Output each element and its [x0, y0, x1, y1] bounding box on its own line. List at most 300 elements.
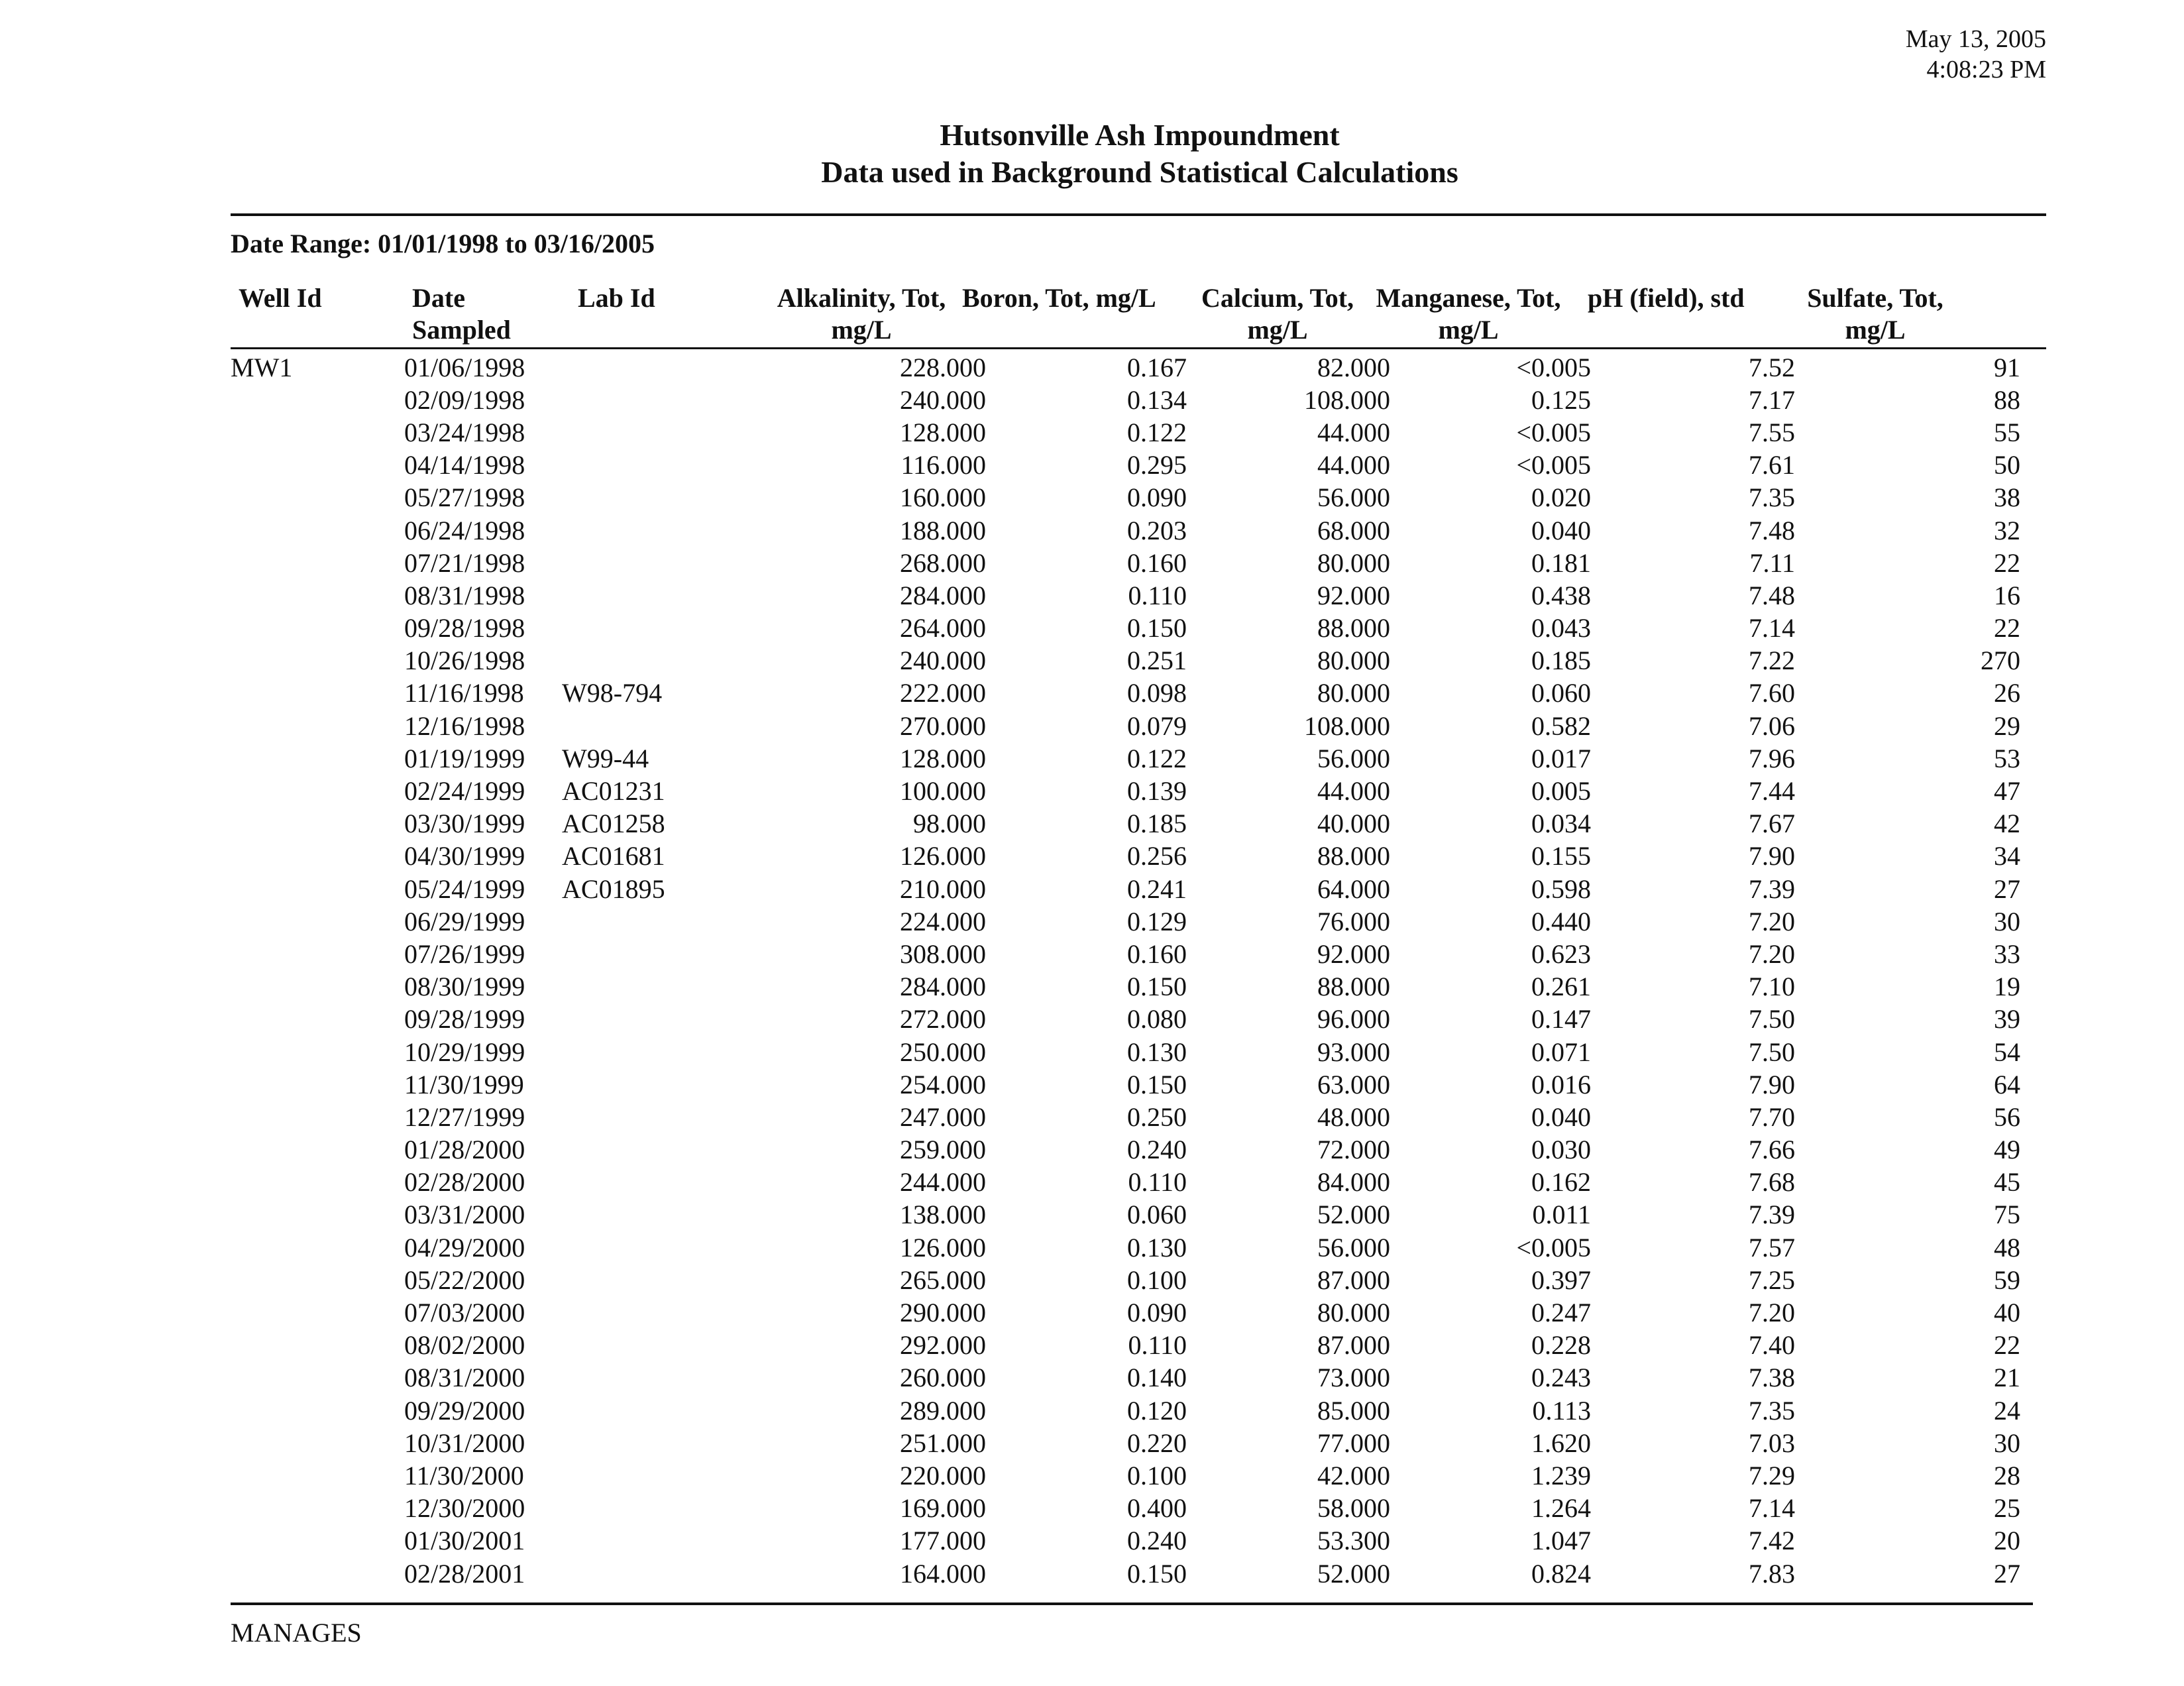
cell-lab-id — [562, 547, 721, 579]
cell-well-id — [231, 416, 404, 449]
cell-sulfate: 30 — [1994, 906, 2020, 936]
table-row — [231, 873, 2020, 905]
table-row — [231, 1036, 2020, 1068]
cell-date-sampled: 09/28/1998 — [404, 613, 525, 644]
cell-ph: 7.50 — [1749, 1037, 1795, 1067]
cell-ph: 7.55 — [1749, 417, 1795, 447]
cell-calcium: 52.000 — [1317, 1558, 1390, 1589]
report-subtitle: Data used in Background Statistical Calculations — [821, 155, 1458, 189]
cell-ph: 7.14 — [1749, 1493, 1795, 1524]
cell-lab-id — [562, 1525, 721, 1557]
header-alkalinity — [762, 282, 961, 346]
cell-boron: 0.100 — [1127, 1264, 1187, 1295]
cell-boron: 0.250 — [1127, 1101, 1187, 1132]
cell-date-sampled: 03/31/2000 — [404, 1200, 525, 1230]
cell-manganese: 0.155 — [1531, 841, 1591, 871]
cell-boron: 0.110 — [1128, 580, 1187, 610]
cell-manganese: 0.016 — [1531, 1069, 1591, 1099]
cell-ph: 7.22 — [1749, 646, 1795, 676]
cell-lab-id — [562, 1362, 721, 1394]
header-well-id: Well Id — [239, 283, 322, 313]
cell-lab-id — [562, 1296, 721, 1329]
cell-alkalinity: 222.000 — [900, 678, 986, 708]
header-calcium-line1: Calcium, Tot, — [1201, 283, 1354, 313]
cell-boron: 0.241 — [1127, 873, 1187, 904]
cell-manganese: 0.582 — [1531, 710, 1591, 741]
cell-calcium: 53.300 — [1317, 1526, 1390, 1556]
cell-date-sampled: 05/24/1999 — [404, 873, 525, 904]
cell-calcium: 88.000 — [1317, 613, 1390, 644]
cell-alkalinity: 284.000 — [900, 580, 986, 610]
cell-sulfate: 40 — [1994, 1298, 2020, 1328]
cell-calcium: 108.000 — [1304, 710, 1390, 741]
cell-well-id — [231, 1329, 404, 1362]
cell-boron: 0.160 — [1127, 938, 1187, 969]
cell-boron: 0.240 — [1127, 1135, 1187, 1165]
cell-sulfate: 45 — [1994, 1167, 2020, 1198]
cell-lab-id — [562, 482, 721, 514]
cell-boron: 0.400 — [1127, 1493, 1187, 1524]
cell-alkalinity: 138.000 — [900, 1200, 986, 1230]
cell-lab-id — [562, 1329, 721, 1362]
cell-lab-id — [562, 1459, 721, 1492]
cell-boron: 0.098 — [1127, 678, 1187, 708]
cell-sulfate: 26 — [1994, 678, 2020, 708]
table-row — [231, 351, 2020, 384]
cell-lab-id — [562, 1036, 721, 1068]
cell-sulfate: 54 — [1994, 1037, 2020, 1067]
cell-well-id — [231, 384, 404, 416]
cell-manganese: 0.598 — [1531, 873, 1591, 904]
cell-calcium: 42.000 — [1317, 1460, 1390, 1490]
header-manganese — [1369, 282, 1568, 346]
table-row — [231, 1134, 2020, 1166]
cell-date-sampled: 07/26/1999 — [404, 938, 525, 969]
cell-manganese: 0.017 — [1531, 743, 1591, 773]
cell-date-sampled: 01/06/1998 — [404, 352, 525, 382]
table-row — [231, 938, 2020, 970]
cell-alkalinity: 126.000 — [900, 841, 986, 871]
table-row — [231, 1492, 2020, 1525]
cell-date-sampled: 04/29/2000 — [404, 1232, 525, 1263]
cell-lab-id — [562, 1492, 721, 1525]
table-row — [231, 1525, 2020, 1557]
cell-lab-id: AC01231 — [562, 776, 665, 807]
cell-boron: 0.167 — [1127, 352, 1187, 382]
cell-boron: 0.150 — [1127, 613, 1187, 644]
cell-date-sampled: 08/30/1999 — [404, 972, 525, 1002]
cell-manganese: 0.071 — [1531, 1037, 1591, 1067]
cell-alkalinity: 220.000 — [900, 1460, 986, 1490]
cell-ph: 7.39 — [1749, 1200, 1795, 1230]
cell-calcium: 92.000 — [1317, 938, 1390, 969]
cell-manganese: 0.185 — [1531, 646, 1591, 676]
cell-ph: 7.20 — [1749, 906, 1795, 936]
cell-date-sampled: 07/03/2000 — [404, 1298, 525, 1328]
cell-manganese: 0.397 — [1531, 1264, 1591, 1295]
header-alkalinity-line2: mg/L — [831, 315, 892, 345]
cell-ph: 7.96 — [1749, 743, 1795, 773]
table-row — [231, 1264, 2020, 1296]
cell-calcium: 73.000 — [1317, 1363, 1390, 1393]
cell-well-id — [231, 938, 404, 970]
cell-boron: 0.256 — [1127, 841, 1187, 871]
cell-manganese: 0.040 — [1531, 1101, 1591, 1132]
cell-boron: 0.140 — [1127, 1363, 1187, 1393]
table-row — [231, 1557, 2020, 1590]
cell-well-id — [231, 710, 404, 742]
cell-alkalinity: 251.000 — [900, 1428, 986, 1458]
cell-manganese: 0.228 — [1531, 1330, 1591, 1361]
cell-sulfate: 270 — [1981, 646, 2020, 676]
cell-manganese: 0.040 — [1531, 515, 1591, 545]
cell-alkalinity: 250.000 — [900, 1037, 986, 1067]
data-table — [231, 351, 2020, 1590]
report-titles — [0, 117, 2184, 191]
cell-boron: 0.240 — [1127, 1526, 1187, 1556]
cell-ph: 7.90 — [1749, 841, 1795, 871]
cell-calcium: 63.000 — [1317, 1069, 1390, 1099]
cell-calcium: 77.000 — [1317, 1428, 1390, 1458]
cell-alkalinity: 260.000 — [900, 1363, 986, 1393]
cell-date-sampled: 08/31/2000 — [404, 1363, 525, 1393]
cell-date-sampled: 10/26/1998 — [404, 646, 525, 676]
cell-alkalinity: 254.000 — [900, 1069, 986, 1099]
cell-sulfate: 22 — [1994, 613, 2020, 644]
cell-manganese: 0.020 — [1531, 482, 1591, 513]
cell-ph: 7.38 — [1749, 1363, 1795, 1393]
cell-alkalinity: 228.000 — [900, 352, 986, 382]
cell-sulfate: 25 — [1994, 1493, 2020, 1524]
cell-boron: 0.150 — [1127, 972, 1187, 1002]
cell-lab-id — [562, 938, 721, 970]
table-row — [231, 971, 2020, 1003]
cell-calcium: 80.000 — [1317, 1298, 1390, 1328]
cell-calcium: 87.000 — [1317, 1330, 1390, 1361]
cell-well-id — [231, 1231, 404, 1264]
cell-manganese: 0.623 — [1531, 938, 1591, 969]
cell-sulfate: 88 — [1994, 384, 2020, 415]
date-range: Date Range: 01/01/1998 to 03/16/2005 — [231, 229, 655, 258]
cell-sulfate: 32 — [1994, 515, 2020, 545]
data-table-body — [231, 351, 2020, 1590]
cell-manganese: 1.047 — [1531, 1526, 1591, 1556]
cell-alkalinity: 240.000 — [900, 646, 986, 676]
cell-boron: 0.150 — [1127, 1558, 1187, 1589]
table-row — [231, 579, 2020, 612]
table-row — [231, 710, 2020, 742]
cell-well-id — [231, 547, 404, 579]
cell-ph: 7.60 — [1749, 678, 1795, 708]
cell-sulfate: 91 — [1994, 352, 2020, 382]
cell-alkalinity: 292.000 — [900, 1330, 986, 1361]
cell-sulfate: 22 — [1994, 547, 2020, 578]
cell-sulfate: 50 — [1994, 450, 2020, 480]
table-row — [231, 1296, 2020, 1329]
cell-calcium: 68.000 — [1317, 515, 1390, 545]
cell-alkalinity: 210.000 — [900, 873, 986, 904]
cell-calcium: 44.000 — [1317, 776, 1390, 807]
cell-calcium: 82.000 — [1317, 352, 1390, 382]
cell-boron: 0.122 — [1127, 417, 1187, 447]
cell-sulfate: 16 — [1994, 580, 2020, 610]
cell-calcium: 40.000 — [1317, 809, 1390, 839]
cell-sulfate: 38 — [1994, 482, 2020, 513]
cell-sulfate: 53 — [1994, 743, 2020, 773]
cell-date-sampled: 06/24/1998 — [404, 515, 525, 545]
cell-manganese: 0.438 — [1531, 580, 1591, 610]
cell-alkalinity: 160.000 — [900, 482, 986, 513]
cell-calcium: 72.000 — [1317, 1135, 1390, 1165]
cell-well-id — [231, 840, 404, 873]
cell-calcium: 64.000 — [1317, 873, 1390, 904]
cell-boron: 0.160 — [1127, 547, 1187, 578]
cell-date-sampled: 05/22/2000 — [404, 1264, 525, 1295]
cell-well-id — [231, 1296, 404, 1329]
cell-date-sampled: 12/27/1999 — [404, 1101, 525, 1132]
cell-manganese: 0.113 — [1532, 1395, 1591, 1426]
header-manganese-line2: mg/L — [1438, 315, 1499, 345]
cell-well-id — [231, 579, 404, 612]
cell-alkalinity: 244.000 — [900, 1167, 986, 1198]
cell-date-sampled: 01/30/2001 — [404, 1526, 525, 1556]
cell-date-sampled: 08/31/1998 — [404, 580, 525, 610]
cell-alkalinity: 98.000 — [913, 809, 986, 839]
cell-lab-id: AC01258 — [562, 809, 665, 839]
cell-manganese: 0.247 — [1531, 1298, 1591, 1328]
cell-date-sampled: 10/31/2000 — [404, 1428, 525, 1458]
cell-well-id — [231, 1264, 404, 1296]
cell-sulfate: 49 — [1994, 1135, 2020, 1165]
cell-calcium: 76.000 — [1317, 906, 1390, 936]
cell-boron: 0.110 — [1128, 1330, 1187, 1361]
header-sulfate-line2: mg/L — [1845, 315, 1906, 345]
cell-alkalinity: 116.000 — [901, 450, 986, 480]
cell-calcium: 108.000 — [1304, 384, 1390, 415]
cell-manganese: <0.005 — [1516, 450, 1591, 480]
table-row — [231, 449, 2020, 482]
cell-lab-id — [562, 1264, 721, 1296]
report-title: Hutsonville Ash Impoundment — [940, 118, 1340, 152]
header-lab-id: Lab Id — [578, 283, 655, 313]
cell-lab-id: W98-794 — [562, 678, 663, 708]
cell-lab-id — [562, 612, 721, 645]
cell-sulfate: 56 — [1994, 1101, 2020, 1132]
cell-date-sampled: 08/02/2000 — [404, 1330, 525, 1361]
cell-manganese: 1.239 — [1531, 1460, 1591, 1490]
cell-boron: 0.130 — [1127, 1232, 1187, 1263]
cell-well-id: MW1 — [231, 352, 293, 382]
cell-alkalinity: 224.000 — [900, 906, 986, 936]
cell-alkalinity: 284.000 — [900, 972, 986, 1002]
cell-ph: 7.14 — [1749, 613, 1795, 644]
cell-calcium: 56.000 — [1317, 482, 1390, 513]
cell-boron: 0.122 — [1127, 743, 1187, 773]
cell-manganese: 0.011 — [1532, 1200, 1591, 1230]
cell-calcium: 48.000 — [1317, 1101, 1390, 1132]
table-row — [231, 1394, 2020, 1427]
cell-date-sampled: 02/24/1999 — [404, 776, 525, 807]
cell-boron: 0.090 — [1127, 482, 1187, 513]
header-manganese-line1: Manganese, Tot, — [1376, 283, 1561, 313]
cell-manganese: 0.181 — [1531, 547, 1591, 578]
cell-calcium: 93.000 — [1317, 1037, 1390, 1067]
cell-alkalinity: 270.000 — [900, 710, 986, 741]
cell-date-sampled: 04/30/1999 — [404, 841, 525, 871]
top-divider — [231, 213, 2046, 216]
cell-lab-id — [562, 1557, 721, 1590]
header-date-line1: Date — [412, 283, 465, 313]
cell-boron: 0.251 — [1127, 646, 1187, 676]
cell-alkalinity: 290.000 — [900, 1298, 986, 1328]
cell-calcium: 58.000 — [1317, 1493, 1390, 1524]
cell-date-sampled: 02/28/2001 — [404, 1558, 525, 1589]
cell-calcium: 44.000 — [1317, 417, 1390, 447]
cell-manganese: 0.125 — [1531, 384, 1591, 415]
cell-manganese: 0.034 — [1531, 809, 1591, 839]
cell-lab-id — [562, 579, 721, 612]
cell-boron: 0.120 — [1127, 1395, 1187, 1426]
table-row — [231, 416, 2020, 449]
header-alkalinity-line1: Alkalinity, Tot, — [777, 283, 946, 313]
cell-sulfate: 19 — [1994, 972, 2020, 1002]
cell-lab-id — [562, 1427, 721, 1459]
cell-manganese: 0.243 — [1531, 1363, 1591, 1393]
cell-ph: 7.20 — [1749, 1298, 1795, 1328]
cell-lab-id — [562, 1003, 721, 1036]
cell-date-sampled: 09/28/1999 — [404, 1004, 525, 1035]
cell-well-id — [231, 612, 404, 645]
cell-alkalinity: 177.000 — [900, 1526, 986, 1556]
cell-lab-id — [562, 1199, 721, 1231]
cell-lab-id — [562, 449, 721, 482]
cell-sulfate: 64 — [1994, 1069, 2020, 1099]
cell-lab-id — [562, 416, 721, 449]
cell-manganese: 0.060 — [1531, 678, 1591, 708]
cell-calcium: 85.000 — [1317, 1395, 1390, 1426]
table-row — [231, 384, 2020, 416]
cell-calcium: 88.000 — [1317, 841, 1390, 871]
cell-well-id — [231, 742, 404, 775]
cell-lab-id — [562, 645, 721, 677]
cell-well-id — [231, 677, 404, 710]
cell-well-id — [231, 514, 404, 547]
cell-well-id — [231, 1068, 404, 1101]
cell-well-id — [231, 645, 404, 677]
table-row — [231, 514, 2020, 547]
cell-date-sampled: 11/30/1999 — [404, 1069, 524, 1099]
table-row — [231, 1068, 2020, 1101]
cell-well-id — [231, 1557, 404, 1590]
cell-calcium: 80.000 — [1317, 646, 1390, 676]
header-ph: pH (field), std — [1588, 283, 1745, 313]
cell-manganese: <0.005 — [1516, 1232, 1591, 1263]
cell-date-sampled: 07/21/1998 — [404, 547, 525, 578]
cell-well-id — [231, 1525, 404, 1557]
cell-alkalinity: 169.000 — [900, 1493, 986, 1524]
cell-date-sampled: 03/30/1999 — [404, 809, 525, 839]
cell-manganese: 1.620 — [1531, 1428, 1591, 1458]
cell-alkalinity: 289.000 — [900, 1395, 986, 1426]
cell-ph: 7.17 — [1749, 384, 1795, 415]
cell-alkalinity: 264.000 — [900, 613, 986, 644]
cell-ph: 7.52 — [1749, 352, 1795, 382]
cell-manganese: 0.043 — [1531, 613, 1591, 644]
cell-date-sampled: 04/14/1998 — [404, 450, 525, 480]
table-row — [231, 1199, 2020, 1231]
cell-sulfate: 30 — [1994, 1428, 2020, 1458]
table-row — [231, 677, 2020, 710]
table-row — [231, 905, 2020, 938]
cell-lab-id — [562, 384, 721, 416]
table-row — [231, 1329, 2020, 1362]
cell-calcium: 92.000 — [1317, 580, 1390, 610]
cell-lab-id — [562, 1231, 721, 1264]
table-row — [231, 1362, 2020, 1394]
cell-lab-id: AC01895 — [562, 873, 665, 904]
report-timestamp — [1906, 24, 2046, 85]
cell-sulfate: 20 — [1994, 1526, 2020, 1556]
cell-ph: 7.11 — [1749, 547, 1795, 578]
header-calcium-line2: mg/L — [1247, 315, 1308, 345]
cell-manganese: 0.147 — [1531, 1004, 1591, 1035]
table-row — [231, 1003, 2020, 1036]
report-date: May 13, 2005 — [1905, 25, 2046, 53]
cell-lab-id — [562, 1134, 721, 1166]
cell-sulfate: 27 — [1994, 1558, 2020, 1589]
cell-calcium: 87.000 — [1317, 1264, 1390, 1295]
cell-sulfate: 29 — [1994, 710, 2020, 741]
cell-alkalinity: 308.000 — [900, 938, 986, 969]
cell-well-id — [231, 1101, 404, 1133]
cell-well-id — [231, 1362, 404, 1394]
cell-ph: 7.42 — [1749, 1526, 1795, 1556]
cell-ph: 7.06 — [1749, 710, 1795, 741]
cell-lab-id: W99-44 — [562, 743, 649, 773]
cell-calcium: 52.000 — [1317, 1200, 1390, 1230]
cell-sulfate: 48 — [1994, 1232, 2020, 1263]
cell-ph: 7.40 — [1749, 1330, 1795, 1361]
cell-manganese: 0.824 — [1531, 1558, 1591, 1589]
cell-lab-id — [562, 1068, 721, 1101]
cell-alkalinity: 126.000 — [900, 1232, 986, 1263]
cell-date-sampled: 01/19/1999 — [404, 743, 525, 773]
cell-calcium: 44.000 — [1317, 450, 1390, 480]
cell-calcium: 84.000 — [1317, 1167, 1390, 1198]
cell-alkalinity: 100.000 — [900, 776, 986, 807]
cell-alkalinity: 247.000 — [900, 1101, 986, 1132]
cell-boron: 0.110 — [1128, 1167, 1187, 1198]
cell-date-sampled: 03/24/1998 — [404, 417, 525, 447]
cell-boron: 0.090 — [1127, 1298, 1187, 1328]
cell-well-id — [231, 1134, 404, 1166]
cell-sulfate: 55 — [1994, 417, 2020, 447]
cell-lab-id — [562, 905, 721, 938]
header-divider — [231, 347, 2046, 349]
cell-calcium: 56.000 — [1317, 743, 1390, 773]
cell-manganese: 0.162 — [1531, 1167, 1591, 1198]
cell-ph: 7.61 — [1749, 450, 1795, 480]
header-date-sampled — [412, 282, 511, 346]
header-sulfate-line1: Sulfate, Tot, — [1807, 283, 1943, 313]
table-row — [231, 482, 2020, 514]
cell-boron: 0.150 — [1127, 1069, 1187, 1099]
cell-date-sampled: 02/09/1998 — [404, 384, 525, 415]
cell-ph: 7.68 — [1749, 1167, 1795, 1198]
cell-boron: 0.185 — [1127, 809, 1187, 839]
cell-well-id — [231, 1394, 404, 1427]
cell-sulfate: 75 — [1994, 1200, 2020, 1230]
